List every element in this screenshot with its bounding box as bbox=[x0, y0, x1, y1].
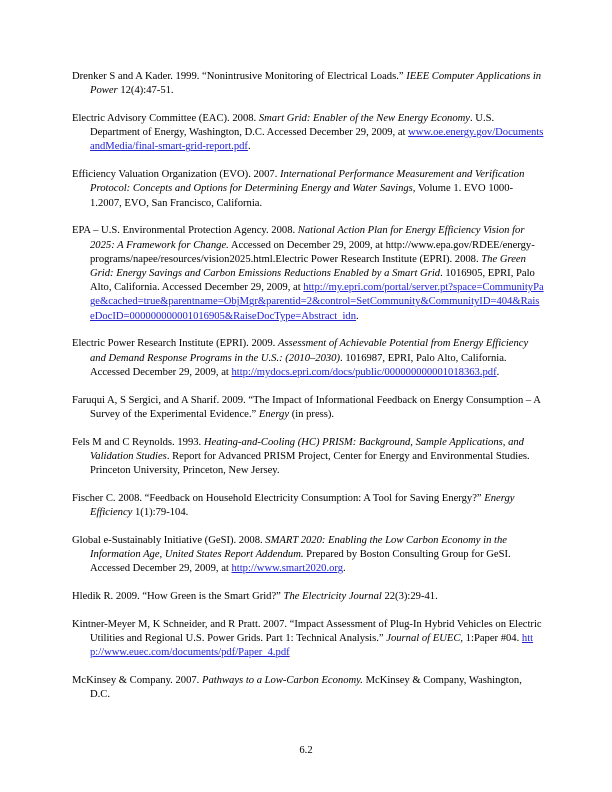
reference-text: 12(4):47-51. bbox=[117, 85, 174, 97]
reference-title: National Action Plan for Energy Efficiency Vision for 2025: A Framework for Change. bbox=[90, 225, 525, 251]
reference-text: 1(1):79-104. bbox=[132, 507, 189, 519]
reference-entry bbox=[72, 394, 544, 422]
reference-entry bbox=[72, 337, 544, 380]
reference-text: . 1016987, EPRI, Palo Alto, California. Accessed December 29, 2009, at bbox=[90, 352, 507, 378]
reference-title: IEEE Computer Applications in Power bbox=[90, 71, 542, 97]
reference-text: McKinsey & Company. 2007. bbox=[72, 675, 202, 687]
reference-text: . 1016905, EPRI, Palo Alto, California. Accessed December 29, 2009, at bbox=[90, 268, 535, 294]
page-number: 6.2 bbox=[299, 745, 313, 756]
reference-link[interactable]: http://mydocs.epri.com/docs/public/000000000001018363.pdf bbox=[231, 366, 497, 378]
reference-title: SMART 2020: Enabling the Low Carbon Economy in the Information Age, United States Report Addendum. bbox=[90, 534, 507, 561]
reference-text: 22(3):29-41. bbox=[381, 591, 438, 603]
reference-text: . bbox=[343, 563, 346, 575]
reference-text: Hledik R. 2009. “How Green is the Smart Grid?” bbox=[72, 591, 284, 603]
reference-title: The Electricity Journal bbox=[283, 591, 382, 603]
reference-text: . bbox=[356, 310, 359, 322]
reference-text: Global e-Sustainably Initiative (GeSI). 2008. bbox=[72, 534, 266, 546]
reference-entry bbox=[72, 618, 544, 661]
reference-text: . bbox=[247, 141, 251, 153]
reference-text: . U.S. Department of Energy, Washington, D.C. Accessed December 29, 2009, at bbox=[90, 113, 495, 139]
reference-title: Energy bbox=[258, 408, 290, 420]
reference-text: McKinsey & Company, Washington, D.C. bbox=[90, 675, 522, 701]
reference-text: Electric Advisory Committee (EAC). 2008. bbox=[72, 113, 259, 124]
reference-link[interactable]: http://www.euec.com/documents/pdf/Paper_4.pdf bbox=[90, 633, 534, 659]
reference-entry bbox=[72, 492, 544, 520]
reference-entry bbox=[72, 224, 544, 323]
reference-link[interactable]: http://my.epri.com/portal/server.pt?space=CommunityPage&cached=true&parentname=ObjMgr&parentid=2&control=SetCommunity&CommunityID=404&RaiseDocID=000000000001016905&RaiseDocType=Abstract_idn bbox=[90, 282, 544, 322]
reference-text: EPA – U.S. Environmental Protection Agency. 2008. bbox=[72, 225, 298, 237]
reference-text: Prepared by Boston Consulting Group for GeSI. Accessed December 29, 2009, at bbox=[90, 549, 511, 575]
reference-text: , 1:Paper #04. bbox=[460, 633, 522, 645]
reference-title: Pathways to a Low-Carbon Economy. bbox=[201, 675, 363, 687]
reference-text: Accessed on December 29, 2009, at http://www.epa.gov/RDEE/energy-programs/napee/resources/vision2025.html.Electric Power Research Institute (EPRI). 2008. bbox=[90, 239, 535, 265]
reference-text: , Volume 1. EVO 1000-1.2007, EVO, San Francisco, California. bbox=[90, 183, 514, 209]
reference-entry bbox=[72, 590, 544, 604]
reference-title: Energy Efficiency bbox=[90, 492, 515, 519]
reference-text: Drenker S and A Kader. 1999. “Nonintrusive Monitoring of Electrical Loads.” bbox=[72, 71, 407, 82]
reference-entry bbox=[72, 70, 544, 98]
reference-entry bbox=[72, 674, 544, 702]
reference-text: . bbox=[496, 366, 500, 378]
reference-text: . Report for Advanced PRISM Project, Center for Energy and Environmental Studies. Princeton University, Princeton, New Jersey. bbox=[90, 450, 530, 477]
reference-text: Electric Power Research Institute (EPRI). 2009. bbox=[72, 338, 278, 350]
reference-title: Heating-and-Cooling (HC) PRISM: Background, Sample Applications, and Validation Studies bbox=[90, 436, 524, 462]
reference-text: Kintner-Meyer M, K Schneider, and R Pratt. 2007. “Impact Assessment of Plug-In Hybrid Vehicles on Electric Utilities and Regional U.S. Power Grids. Part 1: Technical Analysis.” bbox=[72, 618, 542, 645]
reference-title: Journal of EUEC bbox=[386, 633, 461, 645]
reference-list bbox=[72, 70, 544, 716]
reference-text: Efficiency Valuation Organization (EVO). 2007. bbox=[72, 169, 280, 181]
reference-title: Smart Grid: Enabler of the New Energy Economy bbox=[258, 113, 470, 124]
reference-text: Fels M and C Reynolds. 1993. bbox=[72, 436, 204, 448]
reference-entry bbox=[72, 168, 544, 211]
reference-text: Faruqui A, S Sergici, and A Sharif. 2009. “The Impact of Informational Feedback on Energy Consumption – A Survey of the Experimental Evidence.” bbox=[72, 394, 541, 420]
reference-title: International Performance Measurement and Verification Protocol: Concepts and Options for Determining Energy and Water Savings bbox=[90, 169, 525, 195]
reference-text: Fischer C. 2008. “Feedback on Household Electricity Consumption: A Tool for Saving Energy?” bbox=[72, 492, 485, 504]
reference-link[interactable]: www.oe.energy.gov/DocumentsandMedia/final-smart-grid-report.pdf bbox=[90, 127, 544, 153]
reference-title: The Green Grid: Energy Savings and Carbon Emissions Reductions Enabled by a Smart Grid bbox=[90, 253, 526, 280]
reference-entry bbox=[72, 534, 544, 577]
reference-title: Assessment of Achievable Potential from Energy Efficiency and Demand Response Programs in the U.S.: (2010–2030) bbox=[90, 338, 529, 364]
reference-link[interactable]: http://www.smart2020.org bbox=[231, 563, 344, 575]
reference-entry bbox=[72, 436, 544, 479]
reference-entry bbox=[72, 112, 544, 155]
reference-text: (in press). bbox=[289, 408, 335, 420]
